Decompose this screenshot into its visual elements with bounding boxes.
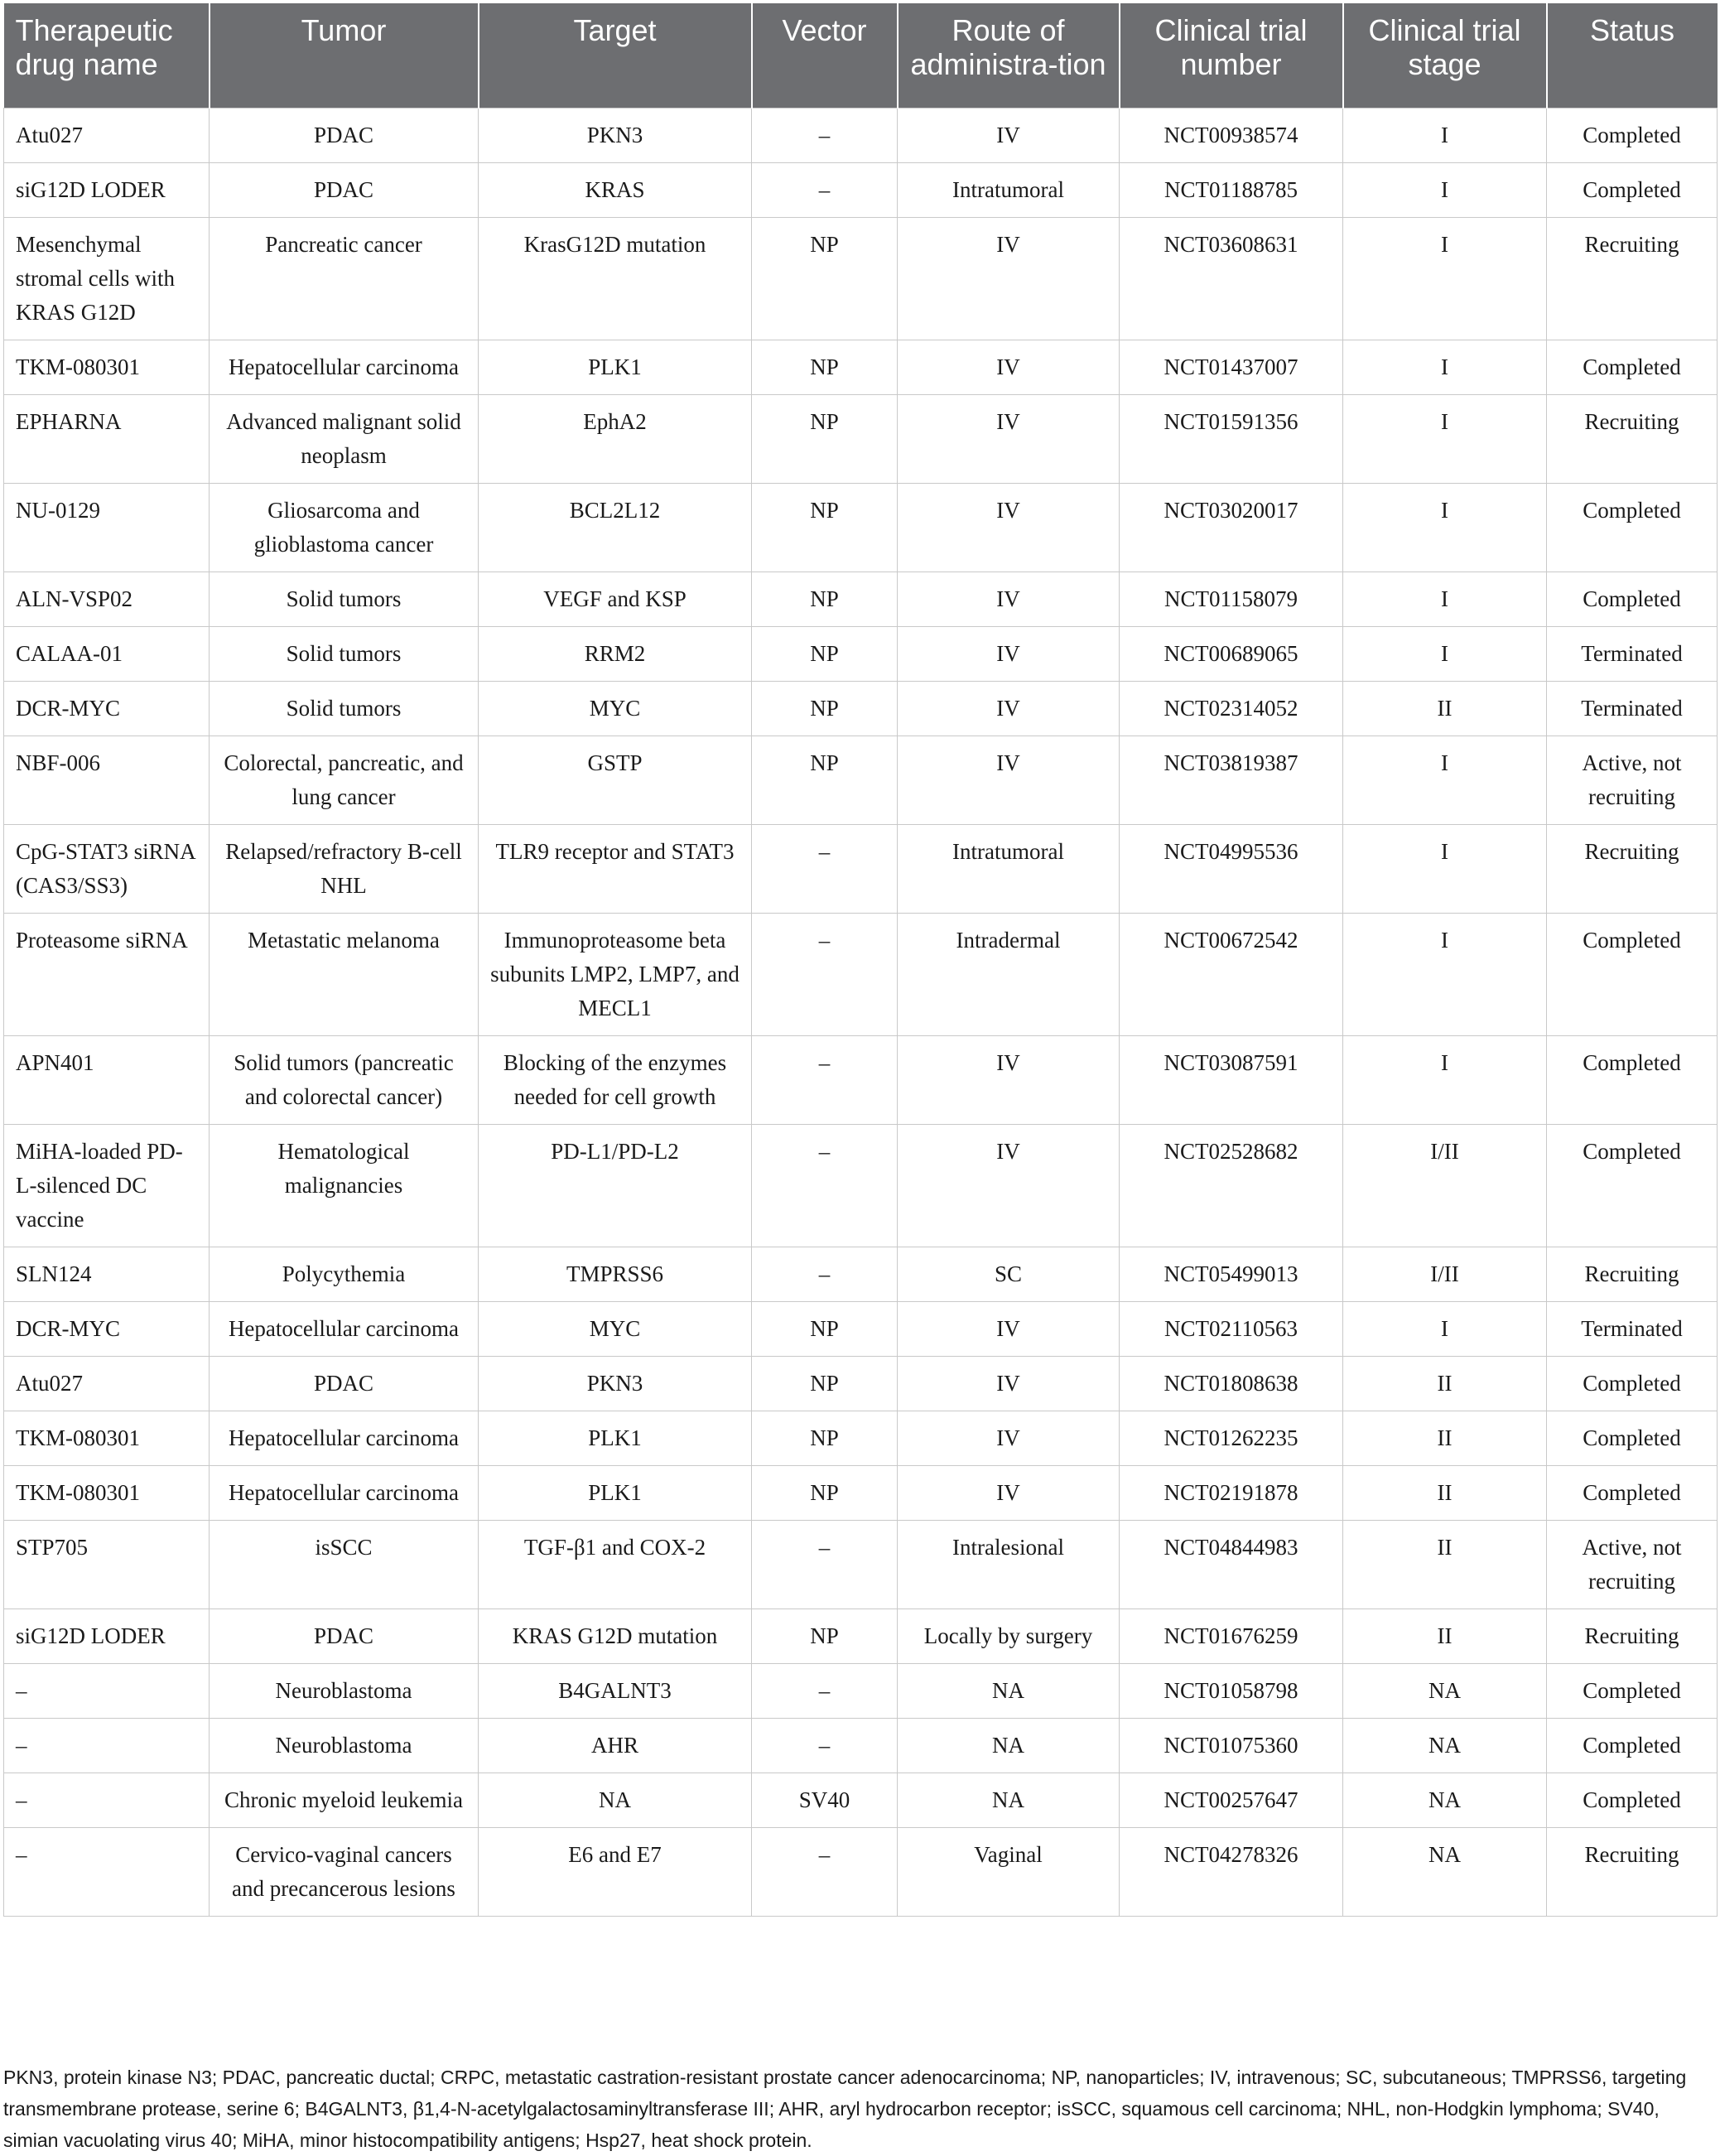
route-cell: IV bbox=[898, 736, 1120, 824]
trial-stage-cell: I bbox=[1343, 572, 1547, 626]
route-cell: Intralesional bbox=[898, 1520, 1120, 1609]
tumor-cell: Relapsed/refractory B-cell NHL bbox=[210, 824, 479, 913]
col-header-tumor: Tumor bbox=[210, 3, 479, 108]
vector-cell: – bbox=[752, 1827, 898, 1916]
route-cell: NA bbox=[898, 1773, 1120, 1827]
trial-stage-cell: II bbox=[1343, 1411, 1547, 1465]
drug-name-cell: TKM-080301 bbox=[4, 1411, 210, 1465]
vector-cell: – bbox=[752, 1663, 898, 1718]
target-cell: PLK1 bbox=[479, 1465, 752, 1520]
status-cell: Recruiting bbox=[1547, 824, 1718, 913]
target-cell: PKN3 bbox=[479, 1356, 752, 1411]
target-cell: KRAS G12D mutation bbox=[479, 1609, 752, 1663]
tumor-cell: Hepatocellular carcinoma bbox=[210, 1411, 479, 1465]
tumor-cell: Neuroblastoma bbox=[210, 1663, 479, 1718]
status-cell: Completed bbox=[1547, 340, 1718, 394]
trial-number-cell: NCT05499013 bbox=[1120, 1247, 1343, 1301]
status-cell: Recruiting bbox=[1547, 217, 1718, 340]
trial-stage-cell: I bbox=[1343, 913, 1547, 1035]
trial-stage-cell: I/II bbox=[1343, 1247, 1547, 1301]
clinical-trials-table bbox=[3, 3, 1718, 1917]
tumor-cell: PDAC bbox=[210, 162, 479, 217]
tumor-cell: Metastatic melanoma bbox=[210, 913, 479, 1035]
trial-number-cell: NCT04278326 bbox=[1120, 1827, 1343, 1916]
route-cell: NA bbox=[898, 1718, 1120, 1773]
table-row bbox=[4, 626, 1718, 681]
tumor-cell: Hepatocellular carcinoma bbox=[210, 340, 479, 394]
vector-cell: – bbox=[752, 1520, 898, 1609]
tumor-cell: PDAC bbox=[210, 108, 479, 162]
trial-stage-cell: I bbox=[1343, 162, 1547, 217]
table-header bbox=[4, 3, 1718, 108]
tumor-cell: Solid tumors bbox=[210, 681, 479, 736]
route-cell: IV bbox=[898, 483, 1120, 572]
status-cell: Completed bbox=[1547, 1465, 1718, 1520]
trial-number-cell: NCT04995536 bbox=[1120, 824, 1343, 913]
route-cell: IV bbox=[898, 108, 1120, 162]
col-header-target: Target bbox=[479, 3, 752, 108]
drug-name-cell: TKM-080301 bbox=[4, 1465, 210, 1520]
route-cell: IV bbox=[898, 340, 1120, 394]
drug-name-cell: siG12D LODER bbox=[4, 1609, 210, 1663]
route-cell: Intratumoral bbox=[898, 824, 1120, 913]
table-row bbox=[4, 1356, 1718, 1411]
trial-stage-cell: I bbox=[1343, 1301, 1547, 1356]
vector-cell: – bbox=[752, 1718, 898, 1773]
status-cell: Recruiting bbox=[1547, 1827, 1718, 1916]
vector-cell: – bbox=[752, 1247, 898, 1301]
target-cell: TGF-β1 and COX-2 bbox=[479, 1520, 752, 1609]
tumor-cell: Polycythemia bbox=[210, 1247, 479, 1301]
tumor-cell: Cervico-vaginal cancers and precancerous lesions bbox=[210, 1827, 479, 1916]
trial-stage-cell: II bbox=[1343, 681, 1547, 736]
table-row bbox=[4, 1411, 1718, 1465]
vector-cell: NP bbox=[752, 1356, 898, 1411]
trial-number-cell: NCT01188785 bbox=[1120, 162, 1343, 217]
target-cell: VEGF and KSP bbox=[479, 572, 752, 626]
vector-cell: NP bbox=[752, 394, 898, 483]
table-row bbox=[4, 108, 1718, 162]
vector-cell: NP bbox=[752, 1411, 898, 1465]
status-cell: Recruiting bbox=[1547, 1247, 1718, 1301]
table-row bbox=[4, 1773, 1718, 1827]
tumor-cell: Gliosarcoma and glioblastoma cancer bbox=[210, 483, 479, 572]
table-row bbox=[4, 736, 1718, 824]
vector-cell: NP bbox=[752, 217, 898, 340]
tumor-cell: Solid tumors bbox=[210, 572, 479, 626]
vector-cell: – bbox=[752, 1035, 898, 1124]
drug-name-cell: APN401 bbox=[4, 1035, 210, 1124]
status-cell: Completed bbox=[1547, 1035, 1718, 1124]
vector-cell: – bbox=[752, 824, 898, 913]
tumor-cell: Colorectal, pancreatic, and lung cancer bbox=[210, 736, 479, 824]
trial-stage-cell: II bbox=[1343, 1356, 1547, 1411]
trial-number-cell: NCT00257647 bbox=[1120, 1773, 1343, 1827]
drug-name-cell: CpG-STAT3 siRNA (CAS3/SS3) bbox=[4, 824, 210, 913]
status-cell: Completed bbox=[1547, 108, 1718, 162]
table-footnote: PKN3, protein kinase N3; PDAC, pancreatic ductal; CRPC, metastatic castration-resistant prostate cancer adenocarcinoma; NP, nanoparticles; IV, intravenous; SC, subcutaneous; TMPRSS6, targeting transmembrane protease, serine 6; B4GALNT3, β1,4-N-acetylgalactosaminyltransferase III; AHR, aryl hydrocarbon receptor; isSCC, squamous cell carcinoma; NHL, non-Hodgkin lymphoma; SV40, simian vacuolating virus 40; MiHA, minor histocompatibility antigens; Hsp27, heat shock protein. bbox=[3, 2067, 1687, 2151]
table-row bbox=[4, 217, 1718, 340]
target-cell: TMPRSS6 bbox=[479, 1247, 752, 1301]
status-cell: Completed bbox=[1547, 1124, 1718, 1247]
trial-number-cell: NCT03087591 bbox=[1120, 1035, 1343, 1124]
target-cell: Blocking of the enzymes needed for cell growth bbox=[479, 1035, 752, 1124]
route-cell: IV bbox=[898, 1411, 1120, 1465]
route-cell: Intradermal bbox=[898, 913, 1120, 1035]
trial-stage-cell: I bbox=[1343, 483, 1547, 572]
trial-number-cell: NCT01676259 bbox=[1120, 1609, 1343, 1663]
vector-cell: – bbox=[752, 913, 898, 1035]
status-cell: Active, not recruiting bbox=[1547, 1520, 1718, 1609]
vector-cell: NP bbox=[752, 626, 898, 681]
target-cell: PLK1 bbox=[479, 1411, 752, 1465]
status-cell: Recruiting bbox=[1547, 394, 1718, 483]
trial-number-cell: NCT03020017 bbox=[1120, 483, 1343, 572]
vector-cell: NP bbox=[752, 340, 898, 394]
col-header-vector: Vector bbox=[752, 3, 898, 108]
trial-stage-cell: I bbox=[1343, 217, 1547, 340]
trials-table-container bbox=[3, 3, 1717, 1917]
col-header-trial-number: Clinical trial number bbox=[1120, 3, 1343, 108]
trial-number-cell: NCT03608631 bbox=[1120, 217, 1343, 340]
trial-number-cell: NCT00938574 bbox=[1120, 108, 1343, 162]
tumor-cell: Pancreatic cancer bbox=[210, 217, 479, 340]
drug-name-cell: Atu027 bbox=[4, 108, 210, 162]
vector-cell: SV40 bbox=[752, 1773, 898, 1827]
trial-number-cell: NCT01058798 bbox=[1120, 1663, 1343, 1718]
table-row bbox=[4, 572, 1718, 626]
drug-name-cell: DCR-MYC bbox=[4, 1301, 210, 1356]
status-cell: Completed bbox=[1547, 162, 1718, 217]
target-cell: PKN3 bbox=[479, 108, 752, 162]
drug-name-cell: – bbox=[4, 1663, 210, 1718]
trial-number-cell: NCT00672542 bbox=[1120, 913, 1343, 1035]
table-row bbox=[4, 340, 1718, 394]
trial-number-cell: NCT01158079 bbox=[1120, 572, 1343, 626]
table-row bbox=[4, 1301, 1718, 1356]
table-row bbox=[4, 913, 1718, 1035]
target-cell: PLK1 bbox=[479, 340, 752, 394]
trial-stage-cell: I bbox=[1343, 736, 1547, 824]
status-cell: Completed bbox=[1547, 1356, 1718, 1411]
table-row bbox=[4, 1827, 1718, 1916]
trial-number-cell: NCT02314052 bbox=[1120, 681, 1343, 736]
target-cell: KRAS bbox=[479, 162, 752, 217]
status-cell: Terminated bbox=[1547, 1301, 1718, 1356]
tumor-cell: Hepatocellular carcinoma bbox=[210, 1465, 479, 1520]
tumor-cell: isSCC bbox=[210, 1520, 479, 1609]
drug-name-cell: Atu027 bbox=[4, 1356, 210, 1411]
trial-stage-cell: I bbox=[1343, 1035, 1547, 1124]
status-cell: Completed bbox=[1547, 1411, 1718, 1465]
trial-number-cell: NCT01591356 bbox=[1120, 394, 1343, 483]
trial-number-cell: NCT00689065 bbox=[1120, 626, 1343, 681]
target-cell: GSTP bbox=[479, 736, 752, 824]
vector-cell: NP bbox=[752, 1301, 898, 1356]
route-cell: Vaginal bbox=[898, 1827, 1120, 1916]
trial-stage-cell: II bbox=[1343, 1609, 1547, 1663]
trial-number-cell: NCT02528682 bbox=[1120, 1124, 1343, 1247]
vector-cell: – bbox=[752, 1124, 898, 1247]
table-row bbox=[4, 162, 1718, 217]
route-cell: IV bbox=[898, 1301, 1120, 1356]
trial-number-cell: NCT01262235 bbox=[1120, 1411, 1343, 1465]
route-cell: Intratumoral bbox=[898, 162, 1120, 217]
drug-name-cell: EPHARNA bbox=[4, 394, 210, 483]
target-cell: TLR9 receptor and STAT3 bbox=[479, 824, 752, 913]
drug-name-cell: SLN124 bbox=[4, 1247, 210, 1301]
drug-name-cell: STP705 bbox=[4, 1520, 210, 1609]
route-cell: IV bbox=[898, 681, 1120, 736]
status-cell: Completed bbox=[1547, 1773, 1718, 1827]
target-cell: B4GALNT3 bbox=[479, 1663, 752, 1718]
vector-cell: – bbox=[752, 108, 898, 162]
route-cell: IV bbox=[898, 1356, 1120, 1411]
table-body bbox=[4, 108, 1718, 1916]
tumor-cell: Hepatocellular carcinoma bbox=[210, 1301, 479, 1356]
tumor-cell: Neuroblastoma bbox=[210, 1718, 479, 1773]
table-row bbox=[4, 1609, 1718, 1663]
table-row bbox=[4, 681, 1718, 736]
status-cell: Active, not recruiting bbox=[1547, 736, 1718, 824]
vector-cell: NP bbox=[752, 681, 898, 736]
col-header-status: Status bbox=[1547, 3, 1718, 108]
route-cell: NA bbox=[898, 1663, 1120, 1718]
header-row bbox=[4, 3, 1718, 108]
col-header-route: Route of administra-tion bbox=[898, 3, 1120, 108]
drug-name-cell: siG12D LODER bbox=[4, 162, 210, 217]
target-cell: Immunoproteasome beta subunits LMP2, LMP7, and MECL1 bbox=[479, 913, 752, 1035]
trial-stage-cell: I/II bbox=[1343, 1124, 1547, 1247]
tumor-cell: PDAC bbox=[210, 1609, 479, 1663]
drug-name-cell: MiHA-loaded PD-L-silenced DC vaccine bbox=[4, 1124, 210, 1247]
target-cell: PD-L1/PD-L2 bbox=[479, 1124, 752, 1247]
target-cell: MYC bbox=[479, 681, 752, 736]
trial-stage-cell: II bbox=[1343, 1520, 1547, 1609]
vector-cell: NP bbox=[752, 483, 898, 572]
drug-name-cell: NU-0129 bbox=[4, 483, 210, 572]
tumor-cell: Hematological malignancies bbox=[210, 1124, 479, 1247]
drug-name-cell: CALAA-01 bbox=[4, 626, 210, 681]
route-cell: IV bbox=[898, 572, 1120, 626]
trial-stage-cell: NA bbox=[1343, 1827, 1547, 1916]
table-row bbox=[4, 1520, 1718, 1609]
drug-name-cell: – bbox=[4, 1718, 210, 1773]
target-cell: MYC bbox=[479, 1301, 752, 1356]
trial-number-cell: NCT03819387 bbox=[1120, 736, 1343, 824]
status-cell: Completed bbox=[1547, 913, 1718, 1035]
table-row bbox=[4, 1035, 1718, 1124]
col-header-drug-name: Therapeutic drug name bbox=[4, 3, 210, 108]
route-cell: IV bbox=[898, 1035, 1120, 1124]
trial-number-cell: NCT01437007 bbox=[1120, 340, 1343, 394]
target-cell: NA bbox=[479, 1773, 752, 1827]
table-row bbox=[4, 1247, 1718, 1301]
vector-cell: NP bbox=[752, 1609, 898, 1663]
trial-stage-cell: NA bbox=[1343, 1663, 1547, 1718]
route-cell: IV bbox=[898, 1124, 1120, 1247]
drug-name-cell: Mesenchymal stromal cells with KRAS G12D bbox=[4, 217, 210, 340]
route-cell: IV bbox=[898, 217, 1120, 340]
target-cell: KrasG12D mutation bbox=[479, 217, 752, 340]
trial-number-cell: NCT01075360 bbox=[1120, 1718, 1343, 1773]
tumor-cell: Solid tumors (pancreatic and colorectal cancer) bbox=[210, 1035, 479, 1124]
drug-name-cell: ALN-VSP02 bbox=[4, 572, 210, 626]
trial-number-cell: NCT02110563 bbox=[1120, 1301, 1343, 1356]
drug-name-cell: DCR-MYC bbox=[4, 681, 210, 736]
route-cell: IV bbox=[898, 626, 1120, 681]
table-row bbox=[4, 483, 1718, 572]
route-cell: Locally by surgery bbox=[898, 1609, 1120, 1663]
table-row bbox=[4, 1124, 1718, 1247]
trial-stage-cell: I bbox=[1343, 824, 1547, 913]
trial-stage-cell: I bbox=[1343, 108, 1547, 162]
drug-name-cell: Proteasome siRNA bbox=[4, 913, 210, 1035]
trial-number-cell: NCT02191878 bbox=[1120, 1465, 1343, 1520]
trial-stage-cell: NA bbox=[1343, 1773, 1547, 1827]
status-cell: Completed bbox=[1547, 572, 1718, 626]
drug-name-cell: TKM-080301 bbox=[4, 340, 210, 394]
status-cell: Completed bbox=[1547, 1663, 1718, 1718]
tumor-cell: PDAC bbox=[210, 1356, 479, 1411]
col-header-trial-stage: Clinical trial stage bbox=[1343, 3, 1547, 108]
trial-stage-cell: I bbox=[1343, 626, 1547, 681]
status-cell: Completed bbox=[1547, 483, 1718, 572]
status-cell: Terminated bbox=[1547, 626, 1718, 681]
tumor-cell: Chronic myeloid leukemia bbox=[210, 1773, 479, 1827]
route-cell: IV bbox=[898, 394, 1120, 483]
table-row bbox=[4, 394, 1718, 483]
drug-name-cell: NBF-006 bbox=[4, 736, 210, 824]
drug-name-cell: – bbox=[4, 1827, 210, 1916]
status-cell: Recruiting bbox=[1547, 1609, 1718, 1663]
vector-cell: – bbox=[752, 162, 898, 217]
vector-cell: NP bbox=[752, 736, 898, 824]
target-cell: EphA2 bbox=[479, 394, 752, 483]
drug-name-cell: – bbox=[4, 1773, 210, 1827]
table-row bbox=[4, 1718, 1718, 1773]
target-cell: RRM2 bbox=[479, 626, 752, 681]
target-cell: AHR bbox=[479, 1718, 752, 1773]
route-cell: SC bbox=[898, 1247, 1120, 1301]
trial-stage-cell: NA bbox=[1343, 1718, 1547, 1773]
tumor-cell: Solid tumors bbox=[210, 626, 479, 681]
trial-number-cell: NCT04844983 bbox=[1120, 1520, 1343, 1609]
tumor-cell: Advanced malignant solid neoplasm bbox=[210, 394, 479, 483]
vector-cell: NP bbox=[752, 1465, 898, 1520]
target-cell: E6 and E7 bbox=[479, 1827, 752, 1916]
table-row bbox=[4, 1663, 1718, 1718]
table-row bbox=[4, 1465, 1718, 1520]
target-cell: BCL2L12 bbox=[479, 483, 752, 572]
trial-stage-cell: I bbox=[1343, 394, 1547, 483]
route-cell: IV bbox=[898, 1465, 1120, 1520]
status-cell: Terminated bbox=[1547, 681, 1718, 736]
table-row bbox=[4, 824, 1718, 913]
trial-stage-cell: I bbox=[1343, 340, 1547, 394]
trial-number-cell: NCT01808638 bbox=[1120, 1356, 1343, 1411]
status-cell: Completed bbox=[1547, 1718, 1718, 1773]
trial-stage-cell: II bbox=[1343, 1465, 1547, 1520]
vector-cell: NP bbox=[752, 572, 898, 626]
